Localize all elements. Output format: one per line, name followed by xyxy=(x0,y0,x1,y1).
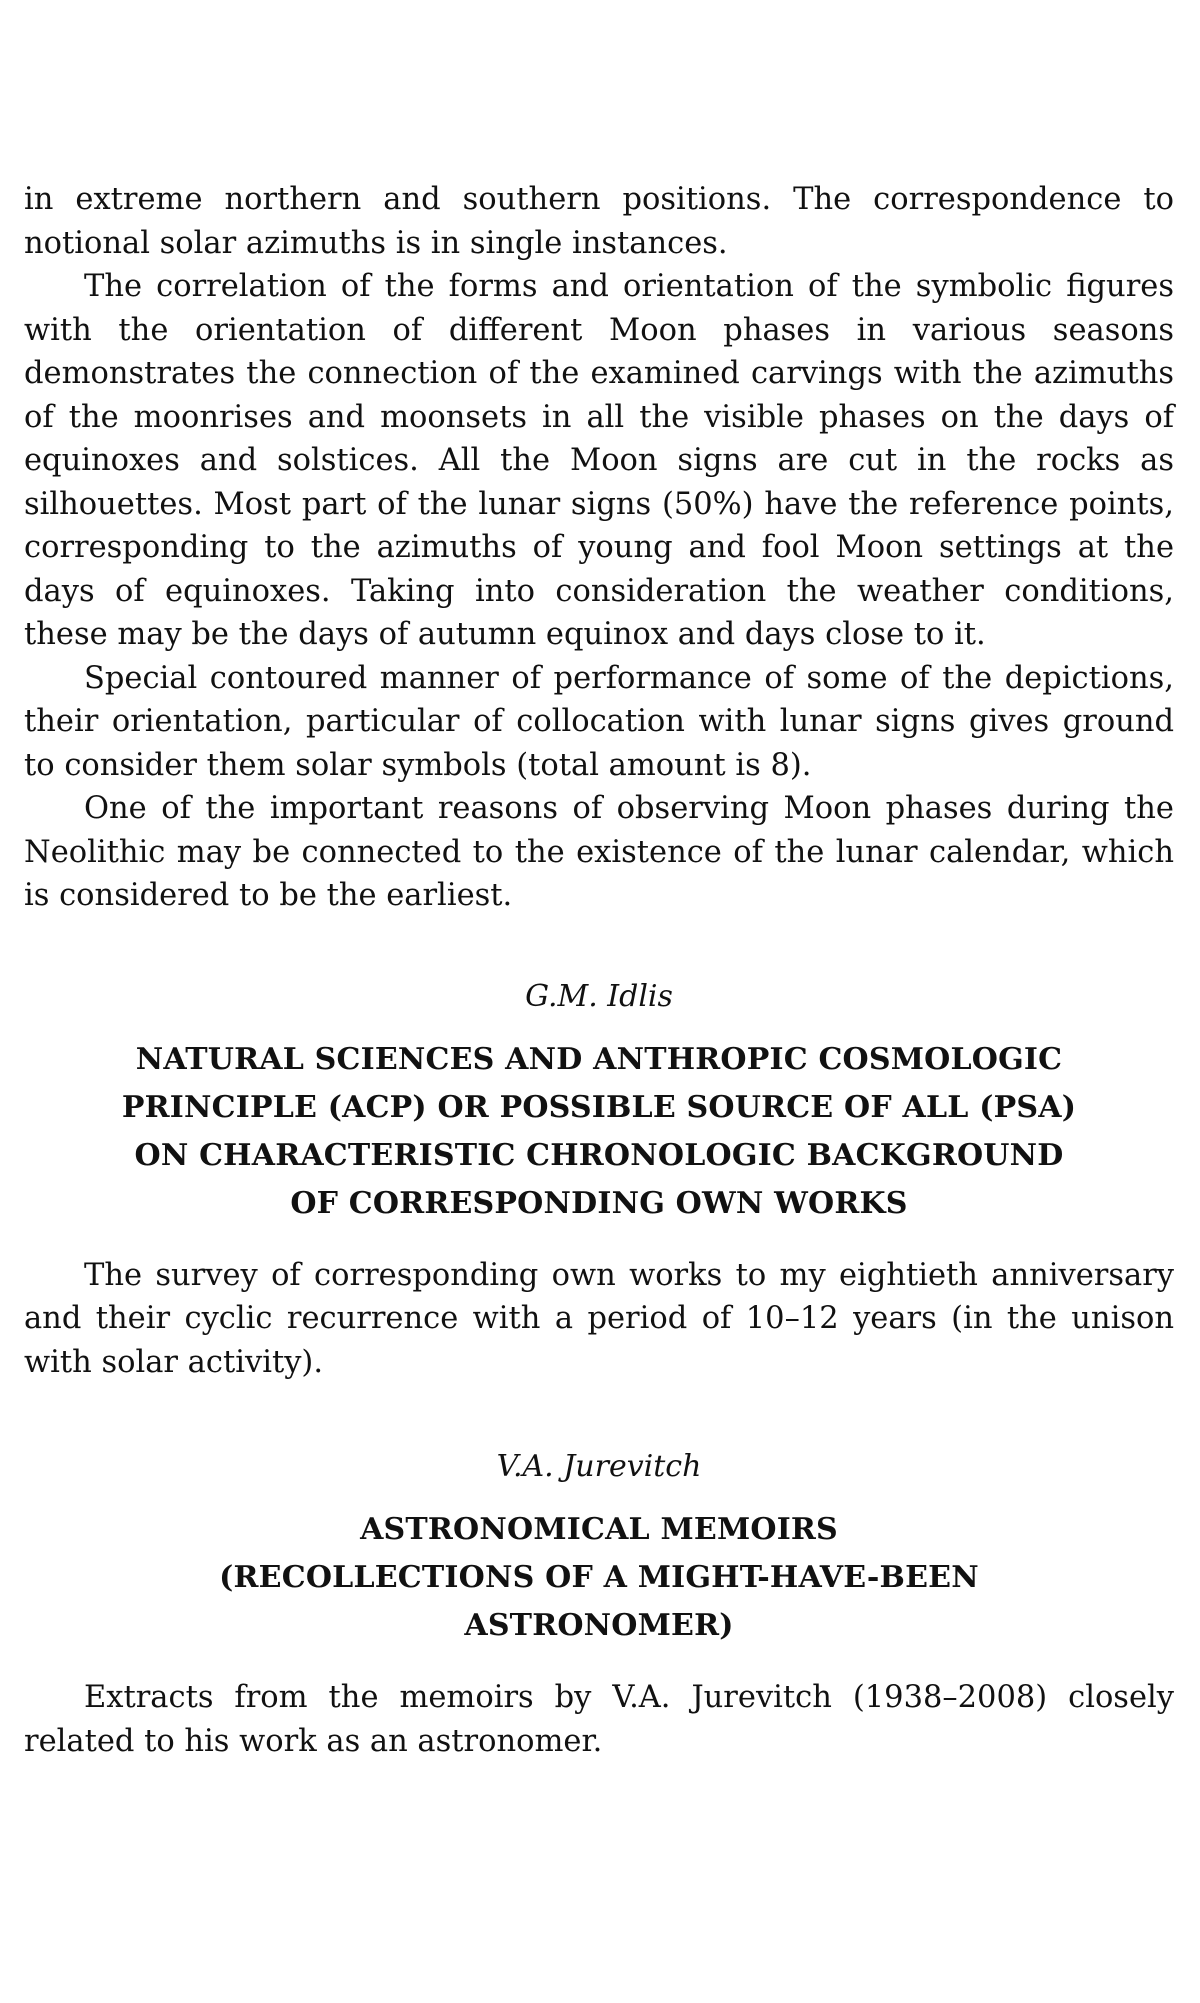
article-title-astronomical-memoirs xyxy=(24,1506,1174,1650)
paragraph-solar-symbols: Special contoured manner of performance of some of the depictions, their orientation, particular of collocation with lunar signs gives ground to consider them solar symbols (total amount is 8). xyxy=(24,660,1174,783)
title-line: ASTRONOMER) xyxy=(464,1608,734,1643)
title-line: OF CORRESPONDING OWN WORKS xyxy=(290,1185,908,1221)
paragraph-continuation: in extreme northern and southern positions. The correspondence to notional solar azimuths is in single instances. xyxy=(24,182,1174,261)
abstract-idlis: The survey of corresponding own works to my eightieth anniversary and their cyclic recurrence with a period of 10–12 years (in the unison with solar activity). xyxy=(24,1257,1174,1380)
abstract-jurevitch: Extracts from the memoirs by V.A. Jurevitch (1938–2008) closely related to his work as an astronomer. xyxy=(24,1680,1174,1759)
title-line: NATURAL SCIENCES AND ANTHROPIC COSMOLOGIC xyxy=(135,1041,1063,1077)
article-title-natural-sciences xyxy=(24,1036,1174,1228)
title-line: ON CHARACTERISTIC CHRONOLOGIC BACKGROUND xyxy=(134,1137,1064,1173)
title-line: PRINCIPLE (ACP) OR POSSIBLE SOURCE OF ALL (PSA) xyxy=(121,1089,1077,1125)
article-author-idlis: G.M. Idlis xyxy=(525,978,673,1014)
title-line: (RECOLLECTIONS OF A MIGHT-HAVE-BEEN xyxy=(219,1560,979,1595)
title-line: ASTRONOMICAL MEMOIRS xyxy=(360,1512,838,1547)
paragraph-correlation: The correlation of the forms and orientation of the symbolic figures with the orientation of different Moon phases in various seasons demonstrates the connection of the examined carvings with the azimuths of the moonrises and moonsets in all the visible phases on the days of equinoxes and solstices. All the Moon signs are cut in the rocks as silhouettes. Most part of the lunar signs (50%) have the reference points, corresponding to the azimuths of young and fool Moon settings at the days of equinoxes. Taking into consideration the weather conditions, these may be the days of autumn equinox and days close to it. xyxy=(24,269,1174,652)
paragraph-lunar-calendar: One of the important reasons of observing Moon phases during the Neolithic may be connected to the existence of the lunar calendar, which is considered to be the earliest. xyxy=(24,791,1174,913)
article-author-jurevitch: V.A. Jurevitch xyxy=(496,1449,702,1484)
page-body xyxy=(24,178,1174,1763)
